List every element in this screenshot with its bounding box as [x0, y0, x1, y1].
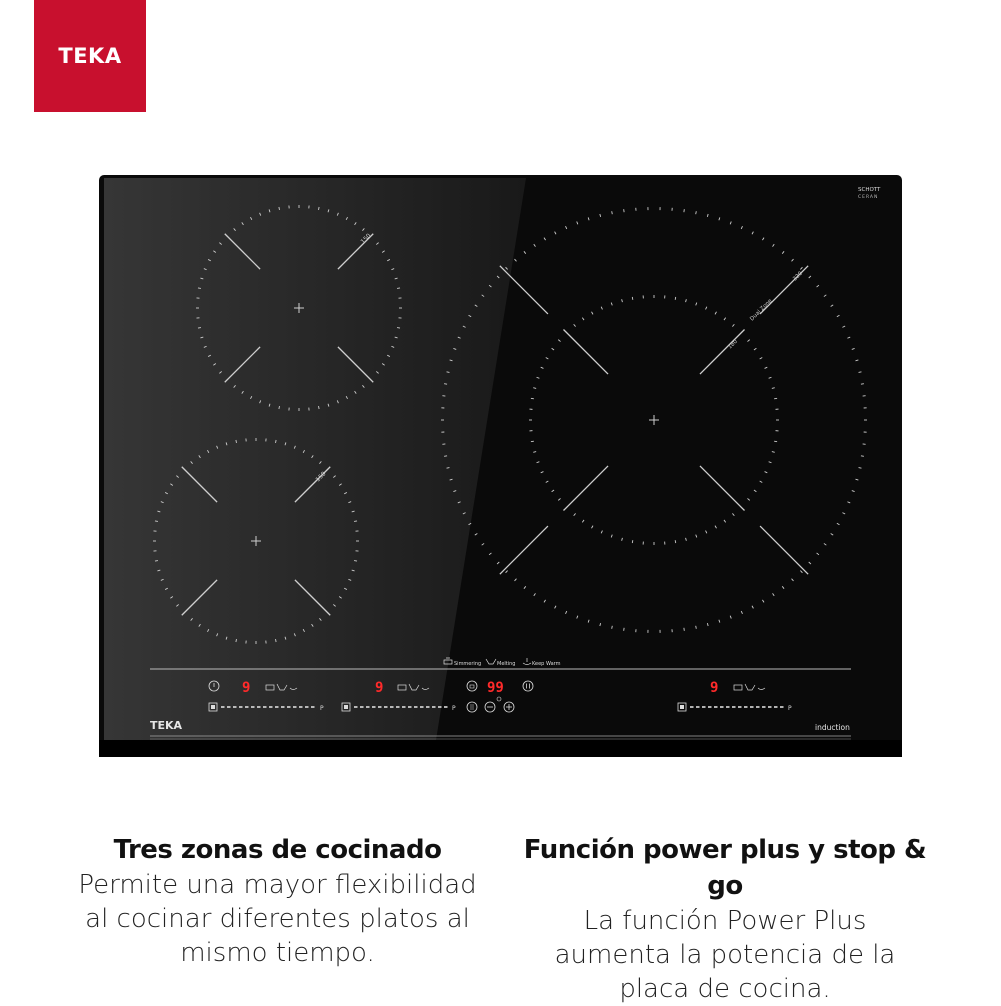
feature-line: mismo tiempo. — [60, 936, 495, 970]
feature-line: aumenta la potencia de la — [505, 938, 945, 972]
induction-label: induction — [815, 723, 850, 732]
zone-right-display: 9 — [710, 680, 718, 696]
panel-brand: TEKA — [150, 719, 183, 732]
keep-warm-label: Keep Warm — [532, 661, 561, 667]
melting-label: Melting — [497, 661, 515, 667]
dual-zone-label: Dual Zone — [749, 298, 774, 323]
timer-display: 99 — [487, 680, 504, 696]
zone-middle-display: 9 — [375, 680, 383, 696]
zone-2-size-label: 150 — [314, 470, 327, 483]
ceran-label: CERAN — [858, 194, 878, 200]
zone-3-outer-size-label: 320 — [792, 270, 804, 282]
zone-left-power-boost-label[interactable]: P — [320, 705, 324, 712]
zone-right-power-boost-label[interactable]: P — [788, 705, 792, 712]
schott-label: SCHOTT — [858, 187, 881, 193]
induction-hob — [99, 175, 902, 757]
simmering-label: Simmering — [454, 661, 481, 667]
zone-middle-power-boost-label[interactable]: P — [452, 705, 456, 712]
feature-line: Permite una mayor flexibilidad — [60, 868, 495, 902]
feature-title: Función power plus y stop & go — [505, 832, 945, 904]
zone-3-inner-size-label: 180 — [727, 338, 739, 350]
zone-1-size-label: 150 — [359, 232, 372, 245]
feature-line: La función Power Plus — [505, 904, 945, 938]
feature-power-plus — [505, 832, 945, 1006]
hob-bottom-edge — [99, 740, 902, 757]
zone-left-display: 9 — [242, 680, 250, 696]
feature-title: Tres zonas de cocinado — [60, 832, 495, 868]
logo-text: TEKA — [58, 44, 121, 68]
feature-line: placa de cocina. — [505, 972, 945, 1006]
feature-three-zones — [60, 832, 495, 970]
teka-logo — [34, 0, 146, 112]
feature-line: al cocinar diferentes platos al — [60, 902, 495, 936]
